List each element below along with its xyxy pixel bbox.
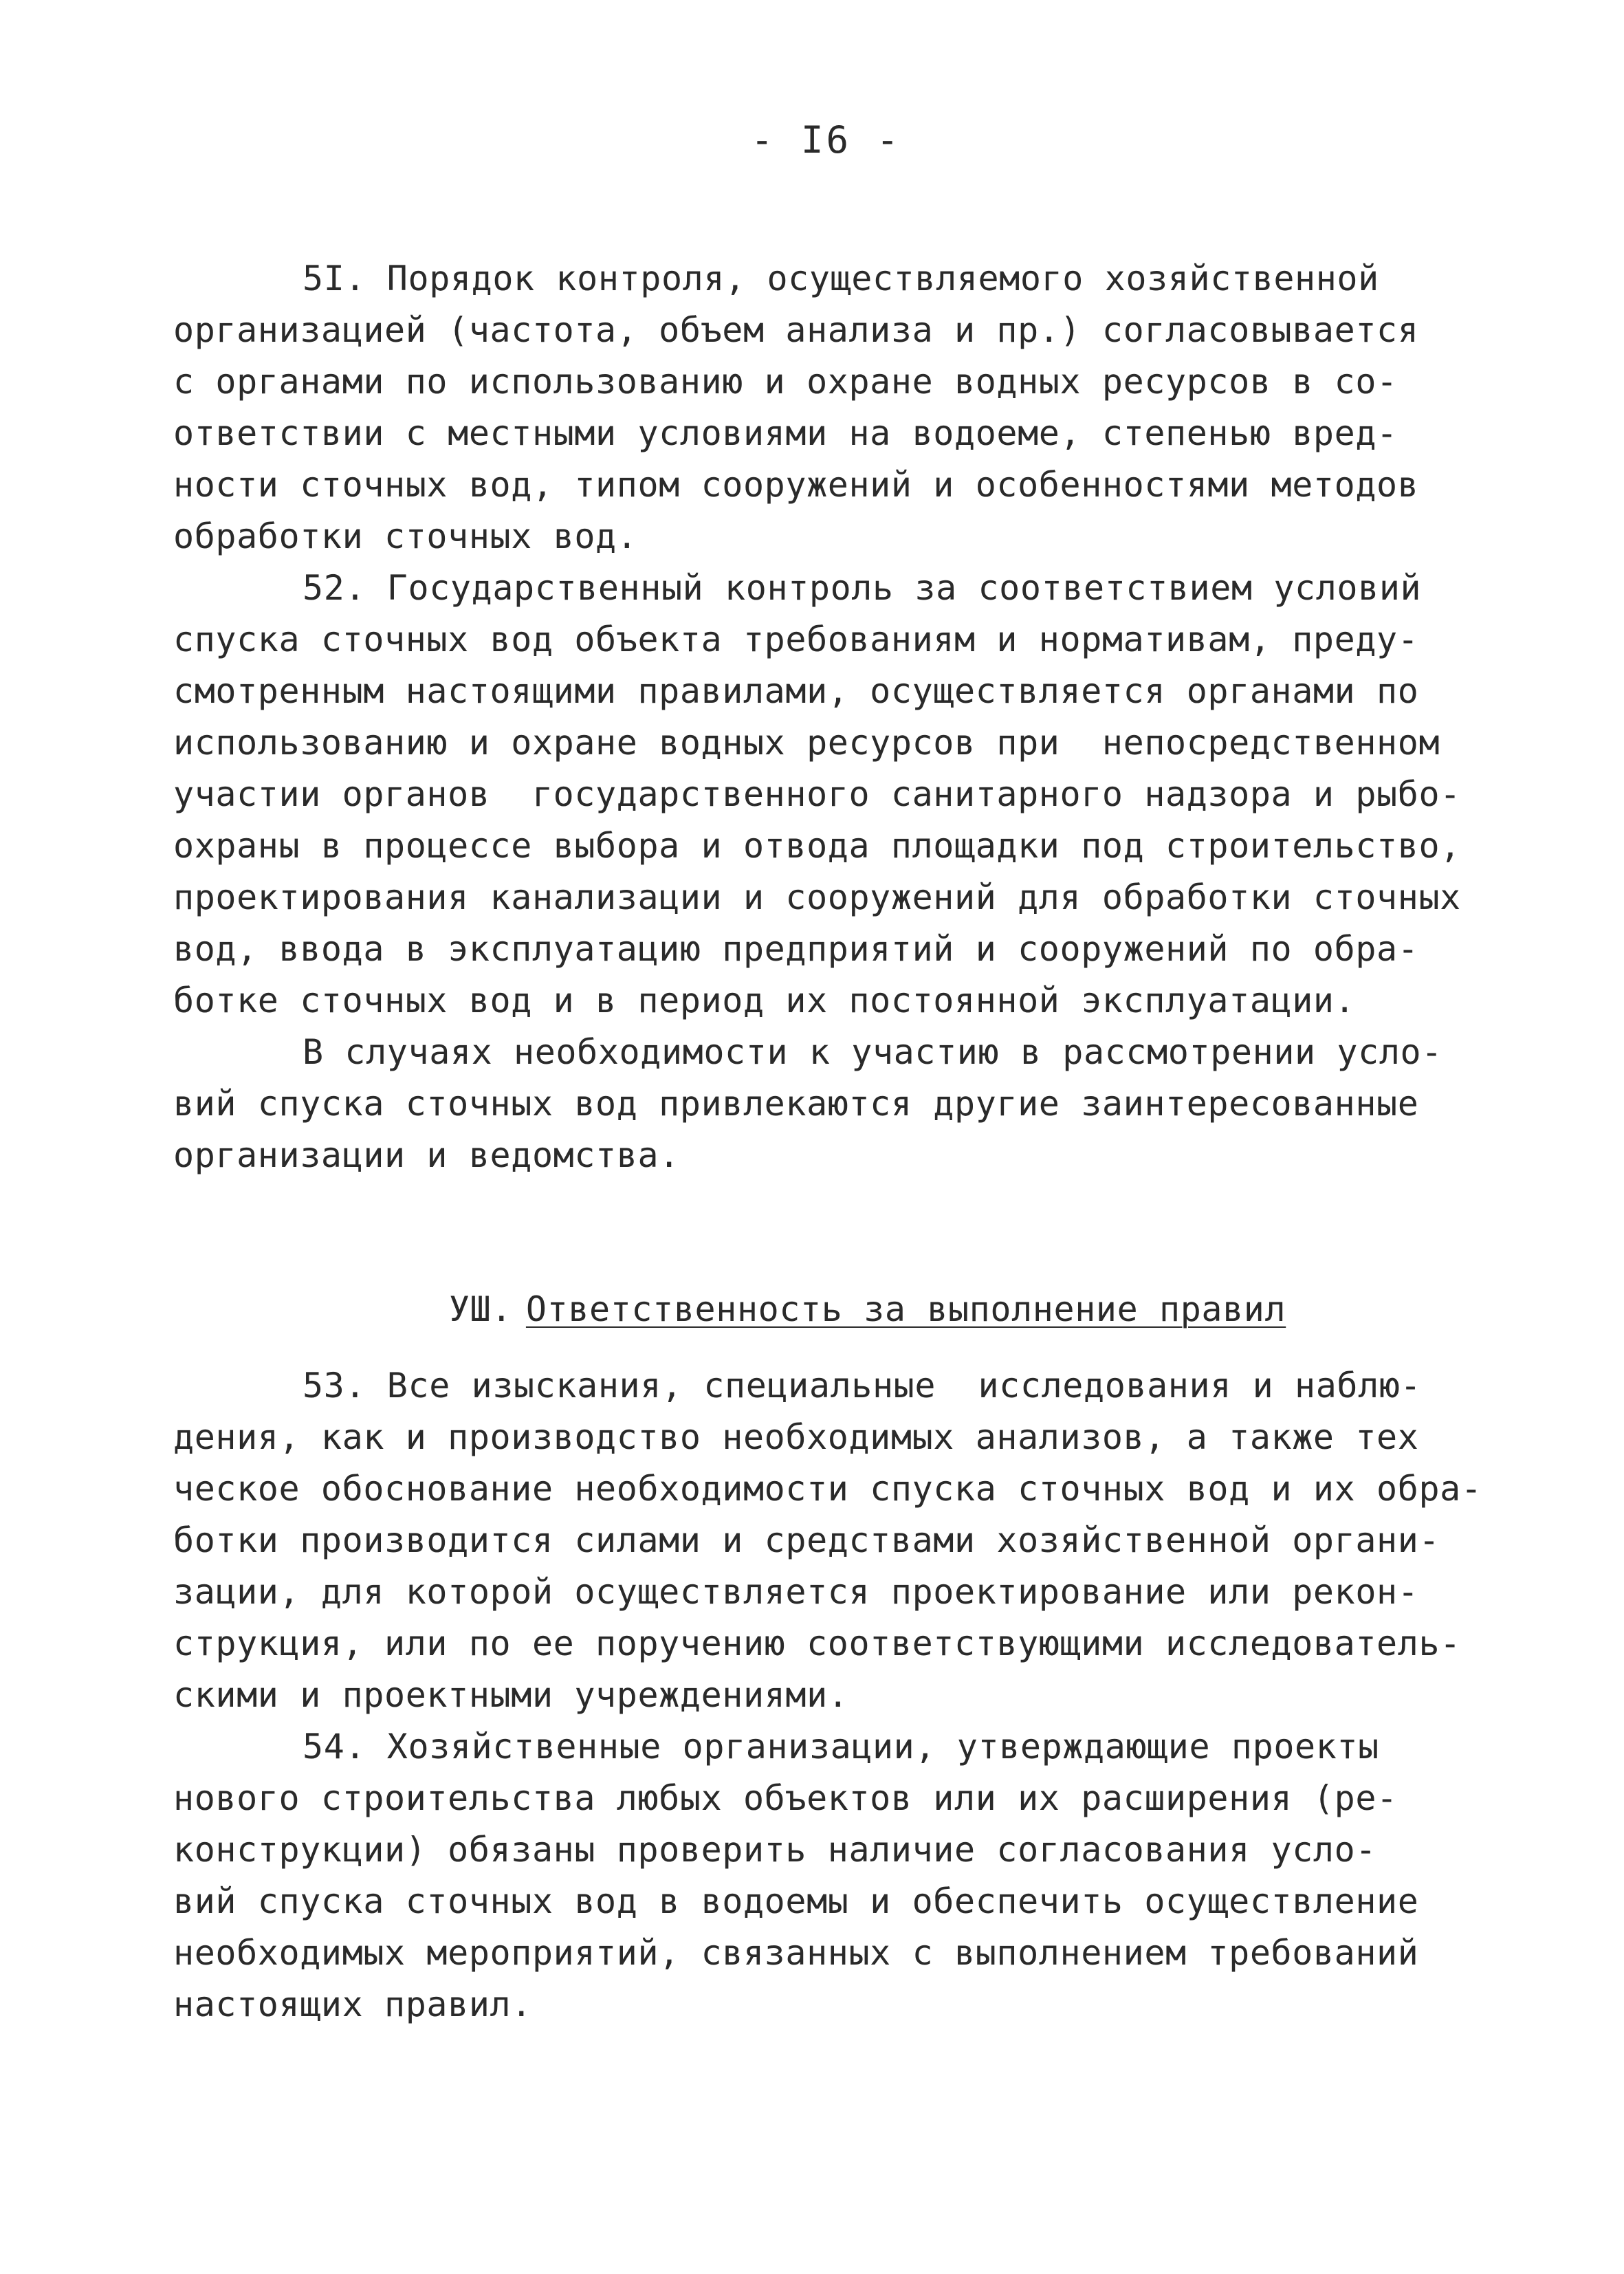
text-line: струкция, или по ее поручению соответствующими исследователь- (173, 1623, 1461, 1663)
text-line: В случаях необходимости к участию в рассмотрении усло- (303, 1032, 1442, 1072)
text-line: конструкции) обязаны проверить наличие согласования усло- (173, 1830, 1377, 1870)
section-title: Ответственность за выполнение правил (525, 1289, 1286, 1329)
text-line: настоящих правил. (173, 1985, 532, 2024)
section-number: УШ. (448, 1289, 512, 1329)
paragraph-53 (173, 1360, 1521, 1721)
text-line: необходимых мероприятий, связанных с выполнением требований (173, 1933, 1419, 1973)
paragraph-52 (173, 562, 1521, 1027)
text-line: проектирования канализации и сооружений для обработки сточных (173, 877, 1461, 917)
text-line: вий спуска сточных вод привлекаются другие заинтересованные (173, 1084, 1419, 1124)
text-line: 53. Все изыскания, специальные исследования и наблю- (303, 1366, 1422, 1406)
text-line: ботке сточных вод и в период их постоянной эксплуатации. (173, 981, 1356, 1020)
text-line: зации, для которой осуществляется проектирование или рекон- (173, 1572, 1419, 1612)
text-line: скими и проектными учреждениями. (173, 1675, 849, 1715)
text-line: 54. Хозяйственные организации, утверждающие проекты (303, 1727, 1379, 1767)
text-line: 52. Государственный контроль за соответствием условий (303, 568, 1422, 608)
text-line: 5I. Порядок контроля, осуществляемого хозяйственной (303, 259, 1379, 298)
text-line: организацией (частота, объем анализа и пр.) согласовывается (173, 310, 1419, 350)
text-line: дения, как и производство необходимых анализов, а также тех (173, 1417, 1419, 1457)
paragraph-51 (173, 253, 1521, 562)
paragraph-52-addendum (173, 1027, 1521, 1181)
text-line: использованию и охране водных ресурсов при непосредственном (173, 723, 1440, 763)
text-line: вий спуска сточных вод в водоемы и обеспечить осуществление (173, 1881, 1419, 1921)
text-line: ческое обоснование необходимости спуска сточных вод и их обра- (173, 1469, 1482, 1509)
text-line: вод, ввода в эксплуатацию предприятий и сооружений по обра- (173, 929, 1419, 969)
text-line: охраны в процессе выбора и отвода площадки под строительство, (173, 826, 1461, 866)
text-line: участии органов государственного санитарного надзора и рыбо- (173, 774, 1461, 814)
text-line: смотренным настоящими правилами, осуществляется органами по (173, 671, 1419, 711)
text-line: нового строительства любых объектов или их расширения (ре- (173, 1778, 1398, 1818)
text-block-after-section (173, 1360, 1521, 2031)
text-line: организации и ведомства. (173, 1135, 680, 1175)
text-line: обработки сточных вод. (173, 516, 638, 556)
text-block-before-section (173, 253, 1521, 1181)
page-number: - I6 - (751, 118, 902, 162)
paragraph-54 (173, 1721, 1521, 2031)
text-line: ответствии с местными условиями на водоеме, степенью вред- (173, 413, 1398, 453)
text-line: ности сточных вод, типом сооружений и особенностями методов (173, 465, 1419, 505)
text-line: спуска сточных вод объекта требованиям и нормативам, преду- (173, 620, 1419, 659)
text-line: ботки производится силами и средствами хозяйственной органи- (173, 1520, 1440, 1560)
text-line: с органами по использованию и охране водных ресурсов в со- (173, 362, 1398, 402)
